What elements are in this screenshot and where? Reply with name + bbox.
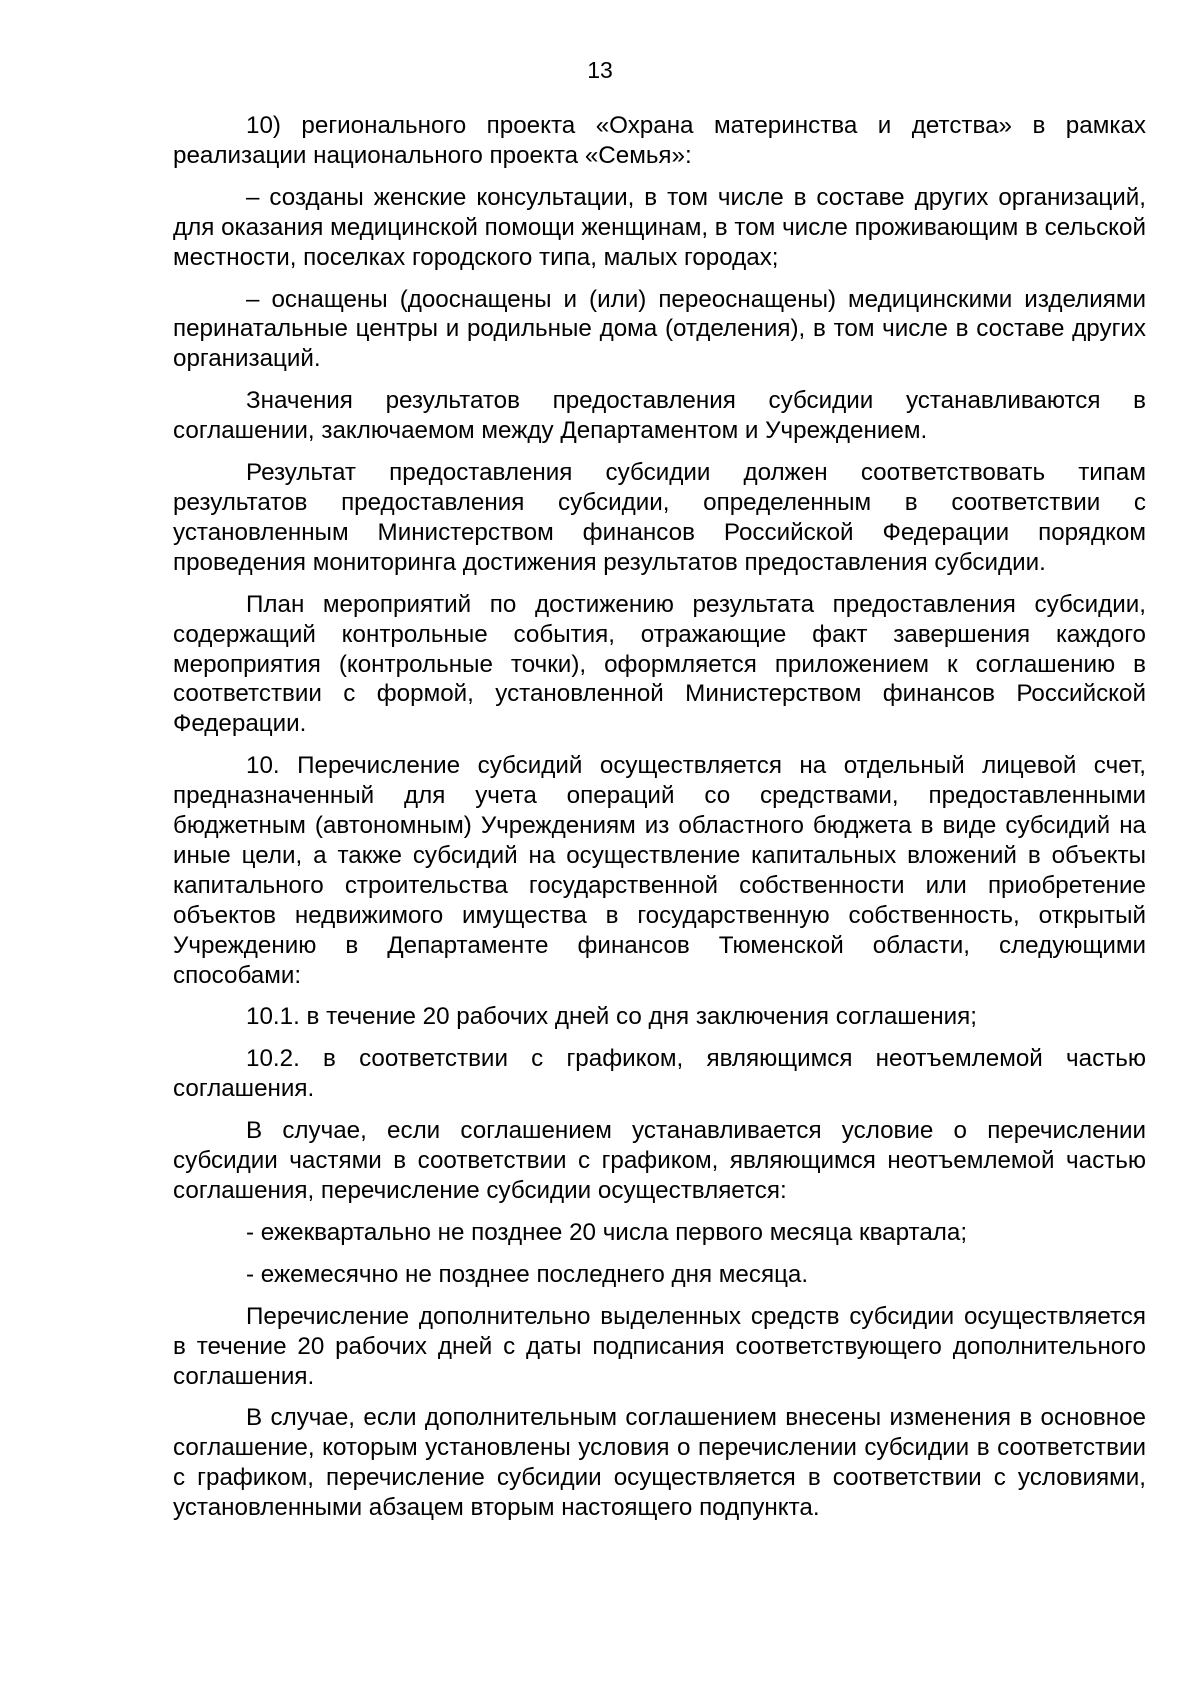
paragraph-section-10: 10. Перечисление субсидий осуществляется на отдельный лицевой счет, предназначенный для учета операций со средствами, предоставленными бюджетным (автономным) Учреждениям из областного бюджета в виде субсидий на иные цели, а также субсидий на осуществление капитальных вложений в объекты капитального строительства государственной собственности или приобретение объектов недвижимого имущества в государственную собственность, открытый Учреждению в Департаменте финансов Тюменской области, следующими способами: <box>173 752 1146 989</box>
document-body <box>173 111 1146 1523</box>
list-item-consultations: – созданы женские консультации, в том числе в составе других организаций, для оказания медицинской помощи женщинам, в том числе проживающим в сельской местности, поселках городского типа, малых городах; <box>173 183 1146 271</box>
paragraph-amendments: В случае, если дополнительным соглашением внесены изменения в основное соглашение, которым установлены условия о перечислении субсидии в соответствии с графиком, перечисление субсидии осуществляется в соответствии с условиями, установленными абзацем вторым настоящего подпункта. <box>173 1404 1146 1522</box>
paragraph-installments: В случае, если соглашением устанавливается условие о перечислении субсидии частями в соответствии с графиком, являющимся неотъемлемой частью соглашения, перечисление субсидии осуществляется: <box>173 1117 1146 1204</box>
paragraph-result-types: Результат предоставления субсидии должен соответствовать типам результатов предоставления субсидии, определенным в соответствии с установленным Министерством финансов Российской Федерации порядком проведения мониторинга достижения результатов предоставления субсидии. <box>173 459 1146 576</box>
page-number: 13 <box>587 57 613 83</box>
paragraph-action-plan: План мероприятий по достижению результата предоставления субсидии, содержащий контрольные события, отражающие факт завершения каждого мероприятия (контрольные точки), оформляется приложением к соглашению в соответствии с формой, установленной Министерством финансов Российской Федерации. <box>173 590 1146 738</box>
paragraph-regional-project: 10) регионального проекта «Охрана материнства и детства» в рамках реализации национального проекта «Семья»: <box>173 112 1146 169</box>
list-item-quarterly: - ежеквартально не позднее 20 числа первого месяца квартала; <box>246 1218 968 1246</box>
list-item-equipment: – оснащены (дооснащены и (или) переоснащены) медицинскими изделиями перинатальные центры и родильные дома (отделения), в том числе в составе других организаций. <box>173 285 1146 373</box>
paragraph-additional-funds: Перечисление дополнительно выделенных средств субсидии осуществляется в течение 20 рабочих дней с даты подписания соответствующего дополнительного соглашения. <box>173 1302 1146 1390</box>
list-item-monthly: - ежемесячно не позднее последнего дня месяца. <box>246 1260 809 1288</box>
paragraph-result-values: Значения результатов предоставления субсидии устанавливаются в соглашении, заключаемом между Департаментом и Учреждением. <box>173 387 1146 445</box>
paragraph-section-10-2: 10.2. в соответствии с графиком, являющимся неотъемлемой частью соглашения. <box>173 1045 1146 1103</box>
paragraph-section-10-1: 10.1. в течение 20 рабочих дней со дня заключения соглашения; <box>246 1003 977 1031</box>
